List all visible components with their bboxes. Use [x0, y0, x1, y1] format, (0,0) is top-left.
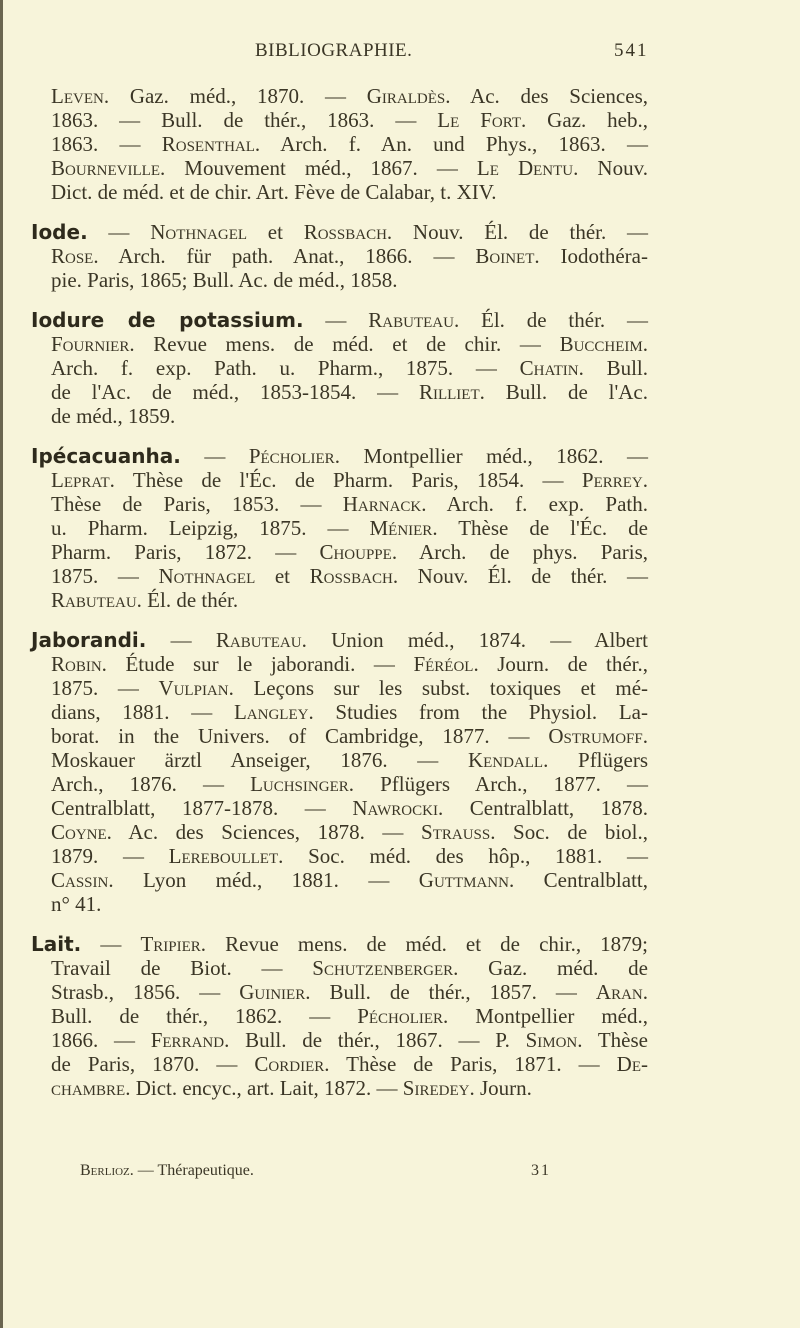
citation-text: . Studies from the Physiol. La- — [308, 700, 648, 724]
citation-text: . Thèse — [577, 1028, 648, 1052]
author-name: Bourneville — [51, 156, 160, 180]
author-name: Féréol — [413, 652, 474, 676]
bibliography-body — [31, 84, 648, 1116]
author-name: Leven — [51, 84, 104, 108]
text-line — [31, 980, 648, 1004]
bibliography-entry — [31, 932, 648, 1100]
author-name: Nothnagel — [150, 220, 248, 244]
author-name: Siredey — [402, 1076, 470, 1100]
author-name: De- — [616, 1052, 648, 1076]
citation-text: . — [642, 332, 648, 356]
bibliography-entry — [31, 220, 648, 292]
citation-text: 1863. — — [51, 132, 162, 156]
citation-text: . Pflügers — [543, 748, 649, 772]
citation-text: Centralblatt, 1877-1878. — — [51, 796, 353, 820]
author-name: Langley — [233, 700, 309, 724]
text-line — [31, 652, 648, 676]
author-name: Tripier — [140, 932, 201, 956]
text-line — [31, 796, 648, 820]
text-line — [31, 84, 648, 108]
citation-text: Thèse de Paris, 1853. — — [51, 492, 343, 516]
author-name: Rilliet — [418, 380, 480, 404]
citation-text: . Arch. de phys. Paris, — [391, 540, 648, 564]
author-name: Boinet — [475, 244, 535, 268]
citation-text: . Nouv. Él. de thér. — — [392, 564, 649, 588]
text-line — [31, 1004, 648, 1028]
citation-text: — — [303, 308, 369, 332]
text-line — [31, 1052, 648, 1076]
author-name: Nothnagel — [158, 564, 256, 588]
citation-text: — — [146, 628, 216, 652]
citation-text: . Revue mens. de méd. et de chir. — — [129, 332, 560, 356]
running-head-title: BIBLIOGRAPHIE. — [255, 40, 413, 61]
author-name: Guinier — [239, 980, 306, 1004]
citation-text: . Iodothéra- — [534, 244, 648, 268]
citation-text: . Soc. de biol., — [490, 820, 648, 844]
citation-text: 1875. — — [51, 564, 159, 588]
author-name: Simon — [525, 1028, 578, 1052]
citation-text: . Nouv. Él. de thér. — — [386, 220, 649, 244]
citation-text: 1866. — — [51, 1028, 151, 1052]
citation-text: . Bull. — [578, 356, 648, 380]
entry-headword: Jaborandi. — [31, 628, 147, 652]
author-name: Rabuteau — [368, 308, 454, 332]
text-line — [31, 932, 648, 956]
author-name: Lereboullet — [168, 844, 279, 868]
author-name: Coyne — [51, 820, 107, 844]
author-name: Ostrumoff — [548, 724, 643, 748]
citation-text: . — [642, 468, 648, 492]
citation-text: . Étude sur le jaborandi. — — [101, 652, 414, 676]
author-name: Fournier — [51, 332, 130, 356]
citation-text: . — [642, 724, 648, 748]
citation-text: . Bull. de thér., 1867. — P. — [224, 1028, 526, 1052]
text-line — [31, 700, 648, 724]
bibliography-entry — [31, 628, 648, 916]
text-line — [31, 1028, 648, 1052]
citation-text: 1875. — — [51, 676, 159, 700]
text-line — [31, 308, 648, 332]
citation-text: de Paris, 1870. — — [51, 1052, 255, 1076]
author-name: Chatin — [519, 356, 579, 380]
text-line — [31, 244, 648, 268]
footer-title — [80, 1162, 254, 1180]
citation-text: . Arch. für path. Anat., 1866. — — [93, 244, 476, 268]
page-number: 541 — [614, 40, 649, 61]
text-line — [31, 564, 648, 588]
text-line — [31, 332, 648, 356]
text-line — [31, 588, 648, 612]
author-name: Rossbach — [309, 564, 393, 588]
bibliography-entry — [31, 308, 648, 428]
citation-text: . Gaz. méd. de — [453, 956, 648, 980]
text-line — [31, 468, 648, 492]
citation-text: Bull. de thér., 1862. — — [51, 1004, 358, 1028]
citation-text: Dict. de méd. et de chir. Art. Fève de Calabar, t. XIV. — [51, 180, 497, 204]
citation-text: Pharm. Paris, 1872. — — [51, 540, 320, 564]
citation-text: 1879. — — [51, 844, 169, 868]
author-name: Robin — [51, 652, 102, 676]
text-line — [31, 444, 648, 468]
author-name: Rosenthal — [161, 132, 255, 156]
author-name: chambre — [51, 1076, 126, 1100]
citation-text: Arch., 1876. — — [51, 772, 251, 796]
citation-text: . Centralblatt, 1878. — [437, 796, 648, 820]
text-line — [31, 404, 648, 428]
text-line — [31, 540, 648, 564]
citation-text: . Mouvement méd., 1867. — — [160, 156, 477, 180]
author-name: Cassin — [51, 868, 109, 892]
text-line — [31, 180, 648, 204]
citation-text: . Arch. f. An. und Phys., 1863. — — [254, 132, 648, 156]
author-name: Perrey — [581, 468, 643, 492]
text-line — [31, 628, 648, 652]
author-name: Cordier — [254, 1052, 325, 1076]
citation-text: . Nouv. — [573, 156, 648, 180]
text-line — [31, 132, 648, 156]
text-line — [31, 868, 648, 892]
author-name: Nawrocki — [352, 796, 438, 820]
author-name: Pécholier — [248, 444, 335, 468]
citation-text: . Dict. encyc., art. Lait, 1872. — — [125, 1076, 403, 1100]
citation-text: et — [247, 220, 304, 244]
text-line — [31, 492, 648, 516]
citation-text: . Thèse de l'Éc. de — [432, 516, 649, 540]
citation-text: . Lyon méd., 1881. — — [108, 868, 419, 892]
text-line — [31, 268, 648, 292]
author-name: Kendall — [467, 748, 544, 772]
citation-text: . Ac. des Sciences, 1878. — — [106, 820, 422, 844]
text-line — [31, 748, 648, 772]
citation-text: dians, 1881. — — [51, 700, 234, 724]
text-line — [31, 156, 648, 180]
citation-text: — — [81, 932, 141, 956]
author-name: Rabuteau — [215, 628, 302, 652]
citation-text: Arch. f. exp. Path. u. Pharm., 1875. — — [51, 356, 520, 380]
entry-headword: Ipécacuanha. — [31, 444, 181, 468]
citation-text: Travail de Biot. — — [51, 956, 313, 980]
text-line — [31, 892, 648, 916]
author-name: Pécholier — [357, 1004, 444, 1028]
author-name: Schutzenberger — [312, 956, 454, 980]
text-line — [31, 108, 648, 132]
citation-text: . Arch. f. exp. Path. — [421, 492, 648, 516]
citation-text: . Revue mens. de méd. et de chir., 1879; — [200, 932, 648, 956]
citation-text: Moskauer ärztl Anseiger, 1876. — — [51, 748, 468, 772]
author-name: Ferrand — [150, 1028, 225, 1052]
author-name: Aran — [595, 980, 643, 1004]
citation-text: . Montpellier méd., — [443, 1004, 648, 1028]
text-line — [31, 724, 648, 748]
citation-text: . Leçons sur les subst. toxiques et mé- — [228, 676, 649, 700]
author-name: Rossbach — [303, 220, 387, 244]
page-edge — [0, 0, 3, 1328]
citation-text: . Union méd., 1874. — Albert — [301, 628, 648, 652]
text-line — [31, 956, 648, 980]
citation-text: . Pflügers Arch., 1877. — — [348, 772, 648, 796]
footer-book-title: Thérapeutique. — [157, 1162, 254, 1179]
text-line — [31, 820, 648, 844]
citation-text: borat. in the Univers. of Cambridge, 1877. — — [51, 724, 549, 748]
citation-text: de l'Ac. de méd., 1853-1854. — — [51, 380, 419, 404]
page-footer — [0, 1162, 800, 1184]
author-name: Rabuteau — [51, 588, 137, 612]
citation-text: pie. Paris, 1865; Bull. Ac. de méd., 1858. — [51, 268, 398, 292]
running-head — [0, 40, 800, 68]
citation-text: . Bull. de thér., 1857. — — [305, 980, 596, 1004]
text-line — [31, 380, 648, 404]
citation-text: u. Pharm. Leipzig, 1875. — — [51, 516, 370, 540]
citation-text: . Journ. de thér., — [473, 652, 649, 676]
citation-text: . Él. de thér. — [136, 588, 239, 612]
citation-text: . Soc. méd. des hôp., 1881. — — [278, 844, 648, 868]
citation-text: . Thèse de Paris, 1871. — — [324, 1052, 617, 1076]
citation-text: — — [180, 444, 249, 468]
text-line — [31, 516, 648, 540]
author-name: Strauss — [421, 820, 491, 844]
citation-text: — — [87, 220, 151, 244]
author-name: Ménier — [369, 516, 433, 540]
citation-text: . Gaz. heb., — [520, 108, 648, 132]
author-name: Leprat — [51, 468, 110, 492]
author-name: Giraldès — [366, 84, 446, 108]
citation-text: . Gaz. méd., 1870. — — [103, 84, 367, 108]
text-line — [31, 844, 648, 868]
bibliography-entry — [31, 444, 648, 612]
author-name: Harnack — [342, 492, 422, 516]
citation-text: . Centralblatt, — [508, 868, 649, 892]
text-line — [31, 772, 648, 796]
author-name: Luchsinger — [250, 772, 349, 796]
entry-headword: Iodure de potassium. — [31, 308, 304, 332]
citation-text: . — [642, 980, 648, 1004]
text-line — [31, 220, 648, 244]
author-name: Rose — [51, 244, 94, 268]
citation-text: n° 41. — [51, 892, 102, 916]
author-name: Chouppe — [319, 540, 392, 564]
entry-headword: Iode. — [31, 220, 88, 244]
citation-text: Strasb., 1856. — — [51, 980, 240, 1004]
author-name: Vulpian — [158, 676, 229, 700]
author-name: Le Fort — [437, 108, 521, 132]
footer-author: Berlioz. — [80, 1162, 134, 1179]
author-name: Buccheim — [559, 332, 643, 356]
citation-text: . Thèse de l'Éc. de Pharm. Paris, 1854. — — [109, 468, 582, 492]
citation-text: . Journ. — [469, 1076, 532, 1100]
citation-text: . Montpellier méd., 1862. — — [334, 444, 648, 468]
author-name: Guttmann — [418, 868, 509, 892]
entry-headword: Lait. — [31, 932, 82, 956]
citation-text: . Él. de thér. — — [453, 308, 648, 332]
signature-mark: 31 — [531, 1162, 551, 1179]
bibliography-entry — [31, 84, 648, 204]
citation-text: 1863. — Bull. de thér., 1863. — — [51, 108, 438, 132]
text-line — [31, 356, 648, 380]
citation-text: et — [255, 564, 310, 588]
footer-separator: — — [133, 1162, 158, 1179]
citation-text: de méd., 1859. — [51, 404, 176, 428]
citation-text: . Ac. des Sciences, — [445, 84, 648, 108]
citation-text: . Bull. de l'Ac. — [479, 380, 648, 404]
author-name: Le Dentu — [476, 156, 574, 180]
text-line — [31, 1076, 648, 1100]
text-line — [31, 676, 648, 700]
